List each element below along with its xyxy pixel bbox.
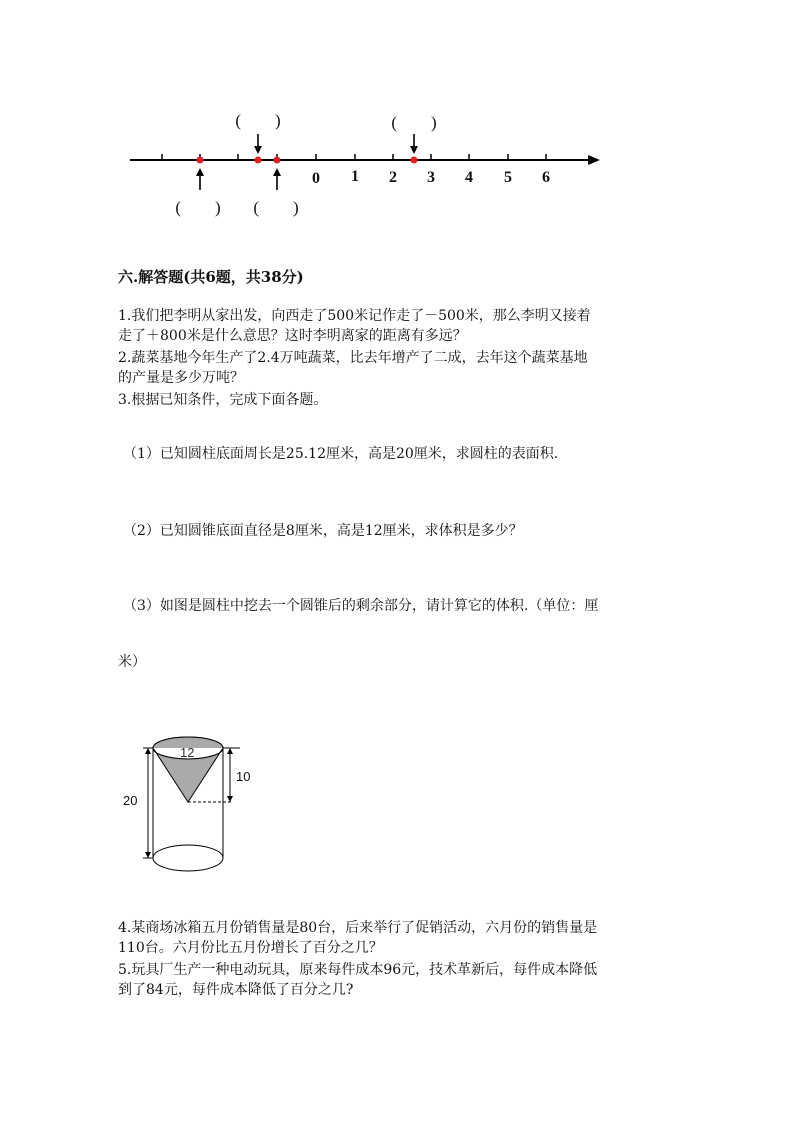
- question-4-line-2: 110台。六月份比五月份增长了百分之几？: [118, 940, 383, 956]
- question-1-line-2: 走了＋800米是什么意思？这时李明离家的距离有多远？: [118, 328, 467, 344]
- question-3-part-3-line-2: 米）: [118, 654, 146, 670]
- answer-blank-top-left: ( ): [235, 111, 281, 130]
- question-5-line-1: 5.玩具厂生产一种电动玩具，原来每件成本96元，技术革新后，每件成本降低: [118, 962, 598, 978]
- up-arrow-head: [196, 168, 204, 176]
- question-3-part-1: （1）已知圆柱底面周长是25.12厘米，高是20厘米，求圆柱的表面积.: [123, 446, 559, 462]
- question-3-part-3-line-1: （3）如图是圆柱中挖去一个圆锥后的剩余部分，请计算它的体积.（单位：厘: [123, 598, 599, 614]
- diameter-label: 12: [180, 745, 195, 760]
- down-arrow-head: [410, 146, 418, 154]
- point-d: [411, 157, 418, 164]
- tick-label-1: 1: [351, 168, 359, 185]
- question-2-line-1: 2.蔬菜基地今年生产了2.4万吨蔬菜，比去年增产了二成，去年这个蔬菜基地: [118, 350, 588, 366]
- answer-blank-top-right: ( ): [391, 113, 437, 132]
- tick-label-4: 4: [465, 169, 473, 186]
- tick-label-6: 6: [542, 169, 550, 186]
- tick-label-2: 2: [389, 169, 397, 186]
- number-line-arrowhead: [588, 155, 600, 165]
- tick-label-0: 0: [312, 170, 320, 187]
- cylinder-bottom: [153, 845, 223, 871]
- answer-blank-bottom-right: ( ): [253, 198, 299, 217]
- question-2: [118, 348, 678, 388]
- question-4: [118, 918, 678, 958]
- tick-label-3: 3: [427, 169, 435, 186]
- question-3-part-2: （2）已知圆锥底面直径是8厘米，高是12厘米，求体积是多少？: [123, 523, 523, 539]
- cylinder-height-label: 20: [123, 793, 138, 808]
- down-arrow-head: [254, 146, 262, 154]
- question-3: 3.根据已知条件，完成下面各题。: [118, 392, 328, 408]
- cone-height-label: 10: [236, 769, 251, 784]
- question-4-line-1: 4.某商场冰箱五月份销售量是80台，后来举行了促销活动，六月份的销售量是: [118, 920, 598, 936]
- question-1-line-1: 1.我们把李明从家出发，向西走了500米记作走了－500米，那么李明又接着: [118, 308, 591, 324]
- question-5: [118, 960, 678, 1000]
- point-b: [255, 157, 262, 164]
- section-title: 六.解答题(共6题，共38分): [118, 268, 304, 286]
- number-line: [0, 0, 794, 240]
- cylinder-cone-figure: [118, 728, 268, 878]
- question-5-line-2: 到了84元，每件成本降低了百分之几?: [118, 982, 354, 998]
- up-arrow-head: [273, 168, 281, 176]
- question-2-line-2: 的产量是多少万吨？: [118, 370, 244, 386]
- answer-blank-bottom-left: ( ): [175, 198, 221, 217]
- point-c: [274, 157, 281, 164]
- tick-label-5: 5: [504, 169, 512, 186]
- point-a: [197, 157, 204, 164]
- question-1: [118, 306, 678, 346]
